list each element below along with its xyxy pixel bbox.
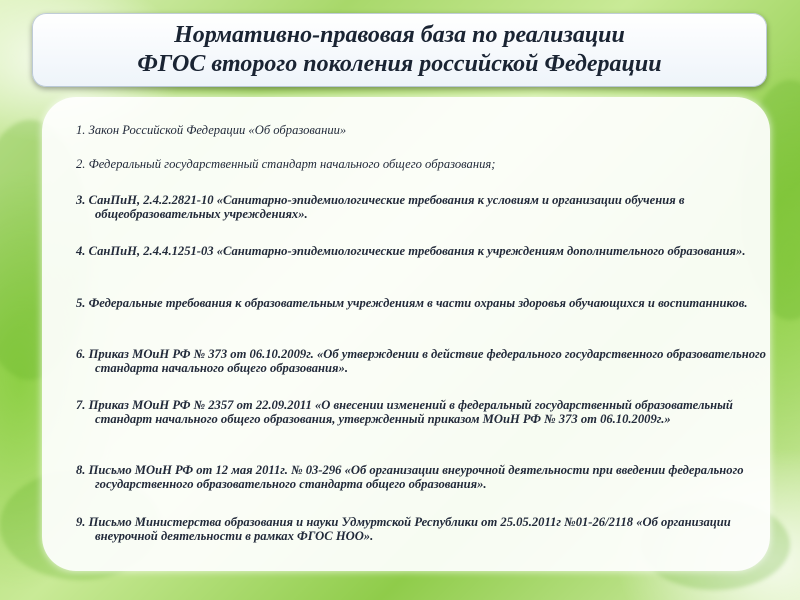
list-item: 4. СанПиН, 2.4.4.1251-03 «Санитарно-эпидемиологические требования к учреждениям дополнительного образования».: [76, 244, 746, 258]
list-item: 6. Приказ МОиН РФ № 373 от 06.10.2009г. «Об утверждении в действие федерального государственного образовательного стандарта начального общего образования».: [76, 347, 766, 376]
list-item: 5. Федеральные требования к образовательным учреждениям в части охраны здоровья обучающихся и воспитанников.: [76, 296, 748, 310]
list-item: 9. Письмо Министерства образования и науки Удмуртской Республики от 25.05.2011г №01-26/2118 «Об организации внеурочной деятельности в рамках ФГОС НОО».: [76, 515, 731, 544]
list-item: 2. Федеральный государственный стандарт начального общего образования;: [76, 157, 496, 171]
list-item: 1. Закон Российской Федерации «Об образовании»: [76, 123, 347, 137]
slide-title-box: [32, 13, 767, 87]
list-item: 8. Письмо МОиН РФ от 12 мая 2011г. № 03-296 «Об организации внеурочной деятельности при введении федерального государственного образовательного стандарта общего образования».: [76, 463, 744, 492]
slide-title-line-1: Нормативно-правовая база по реализации: [174, 22, 625, 48]
list-item: 7. Приказ МОиН РФ № 2357 от 22.09.2011 «О внесении изменений в федеральный государственный образовательный стандарт начального общего образования, утвержденный приказом МОиН РФ № 373 от 06.10.2009г.»: [76, 398, 733, 427]
list-item: 3. СанПиН, 2.4.2.2821-10 «Санитарно-эпидемиологические требования к условиям и организации обучения в общеобразовательных учреждениях».: [76, 193, 685, 222]
slide-title-line-2: ФГОС второго поколения российской Федерации: [137, 51, 662, 77]
